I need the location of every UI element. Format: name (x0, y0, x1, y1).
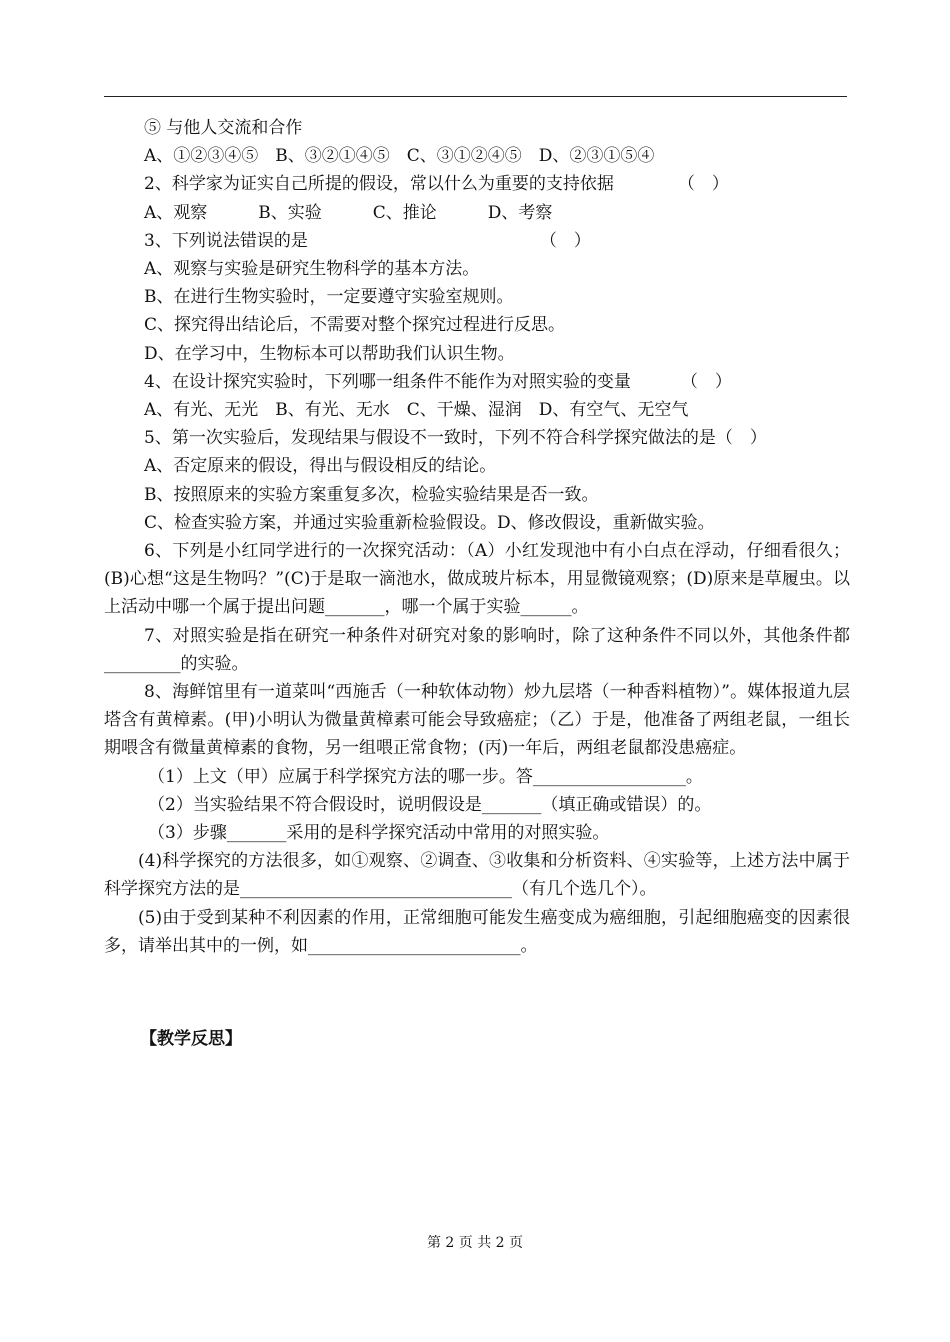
q3-option-c: C、探究得出结论后，不需要对整个探究过程进行反思。 (144, 315, 566, 336)
q4-stem (104, 368, 850, 396)
q8-sub-5: (5)由于受到某种不利因素的作用，正常细胞可能发生癌变成为癌细胞，引起细胞癌变的因素很多，请举出其中的一例，如_________________________。 (104, 907, 850, 956)
q3-stem (104, 227, 850, 255)
q3-option-a: A、观察与实验是研究生物科学的基本方法。 (144, 259, 480, 280)
q5-stem: 5、第一次实验后，发现结果与假设不一致时，下列不符合科学探究做法的是（ ） (144, 428, 767, 449)
q1-answers: A、①②③④⑤ B、③②①④⑤ C、③①②④⑤ D、②③①⑤④ (144, 146, 655, 167)
q2-answer-paren: （ ） (677, 174, 729, 195)
page-number-footer: 第 2 页 共 2 页 (426, 1235, 524, 1251)
q3-option-b: B、在进行生物实验时，一定要遵守实验室规则。 (144, 287, 514, 308)
q7-paragraph: 7、对照实验是指在研究一种条件对研究对象的影响时，除了这种条件不同以外，其他条件都_________的实验。 (104, 625, 850, 674)
q2-stem (104, 170, 850, 198)
q3-answer-paren: （ ） (539, 230, 591, 251)
q8-sub-4: (4)科学探究的方法很多，如①观察、②调查、③收集和分析资料、④实验等，上述方法中属于科学探究方法的是________________________________（有几个选几个）。 (104, 851, 850, 900)
q5-option-b: B、按照原来的实验方案重复多次，检验实验结果是否一致。 (144, 484, 599, 505)
q5-option-cd: C、检查实验方案，并通过实验重新检验假设。D、修改假设，重新做实验。 (144, 512, 715, 533)
q1-option-5: ⑤ 与他人交流和合作 (144, 118, 303, 138)
q8-sub-1: （1）上文（甲）应属于科学探究方法的哪一步。答__________________。 (148, 766, 703, 787)
q6-paragraph: 6、下列是小红同学进行的一次探究活动：（A）小红发现池中有小白点在浮动，仔细看很久；(B)心想“这是生物吗？”(C)于是取一滴池水，做成玻片标本，用显微镜观察；(D)原来是草履虫。以上活动中哪一个属于提出问题_______，哪一个属于实验______。 (104, 541, 850, 618)
q2-stem-text: 2、科学家为证实自己所提的假设，常以什么为重要的支持依据 (144, 174, 614, 195)
header-rule (104, 96, 847, 97)
q8-sub-2: （2）当实验结果不符合假设时，说明假设是_______（填正确或错误）的。 (148, 794, 712, 815)
q3-option-d: D、在学习中，生物标本可以帮助我们认识生物。 (144, 343, 515, 364)
q4-answers: A、有光、无光 B、有光、无水 C、干燥、湿润 D、有空气、无空气 (144, 400, 689, 421)
q8-sub-3: （3）步骤_______采用的是科学探究活动中常用的对照实验。 (148, 823, 610, 844)
q5-option-a: A、否定原来的假设，得出与假设相反的结论。 (144, 456, 497, 477)
q4-stem-text: 4、在设计探究实验时，下列哪一组条件不能作为对照实验的变量 (144, 371, 631, 392)
teaching-reflection-heading: 【教学反思】 (140, 1029, 242, 1049)
q3-stem-text: 3、下列说法错误的是 (144, 230, 308, 251)
worksheet-content (104, 114, 850, 960)
q8-paragraph: 8、海鲜馆里有一道菜叫“西施舌（一种软体动物）炒九层塔（一种香料植物）”。媒体报道九层塔含有黄樟素。(甲)小明认为微量黄樟素可能会导致癌症；（乙）于是，他准备了两组老鼠，一组长期喂含有微量黄樟素的食物，另一组喂正常食物；(丙)一年后，两组老鼠都没患癌症。 (104, 682, 850, 759)
q4-answer-paren: （ ） (680, 371, 732, 392)
q2-answers: A、观察 B、实验 C、推论 D、考察 (144, 202, 553, 223)
